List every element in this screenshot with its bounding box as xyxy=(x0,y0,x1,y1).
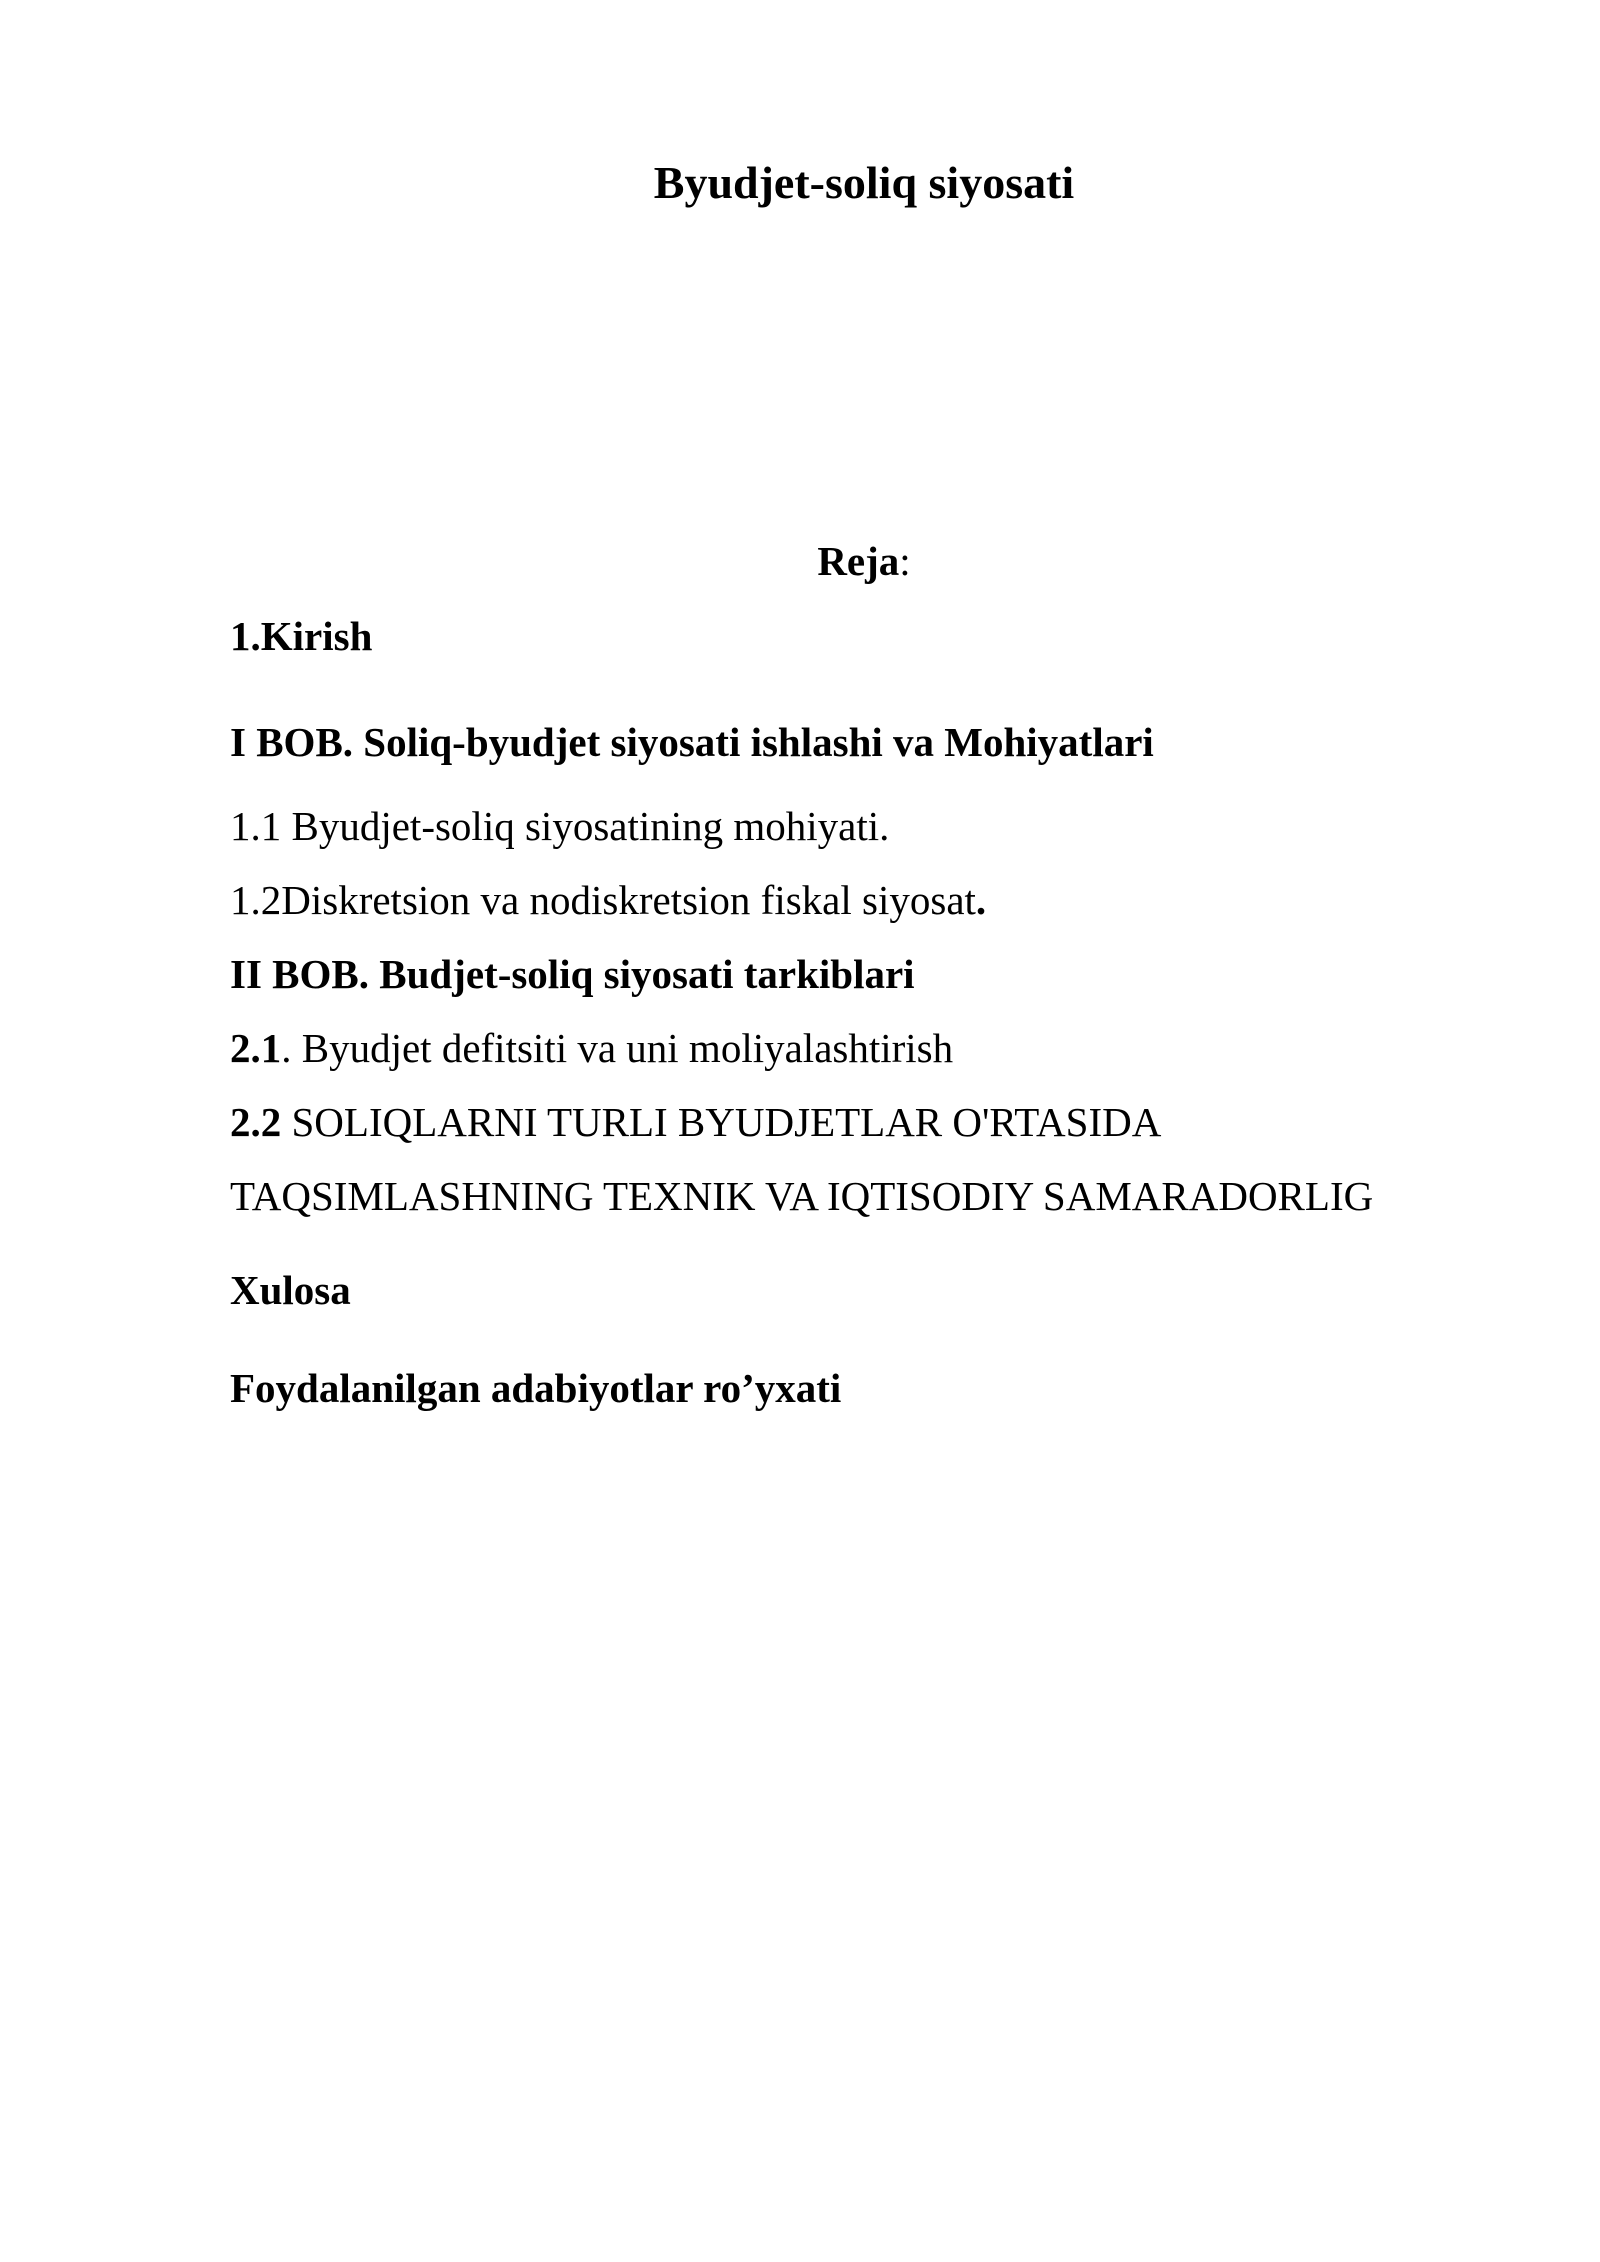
toc-entry-section-1-2-text: 1.2Diskretsion va nodiskretsion fiskal siyosat xyxy=(230,877,976,923)
document-title: Byudjet-soliq siyosati xyxy=(653,157,1075,208)
plan-heading xyxy=(0,537,1600,585)
toc-entry-section-2-2-text: SOLIQLARNI TURLI BYUDJETLAR O'RTASIDA xyxy=(281,1099,1162,1145)
toc-entry-section-1-1: 1.1 Byudjet-soliq siyosatining mohiyati. xyxy=(230,803,890,849)
toc-entry-section-2-2 xyxy=(230,1098,1161,1146)
toc-entry-section-2-1-text: . Byudjet defitsiti va uni moliyalashtirish xyxy=(281,1025,954,1071)
toc-entry-xulosa: Xulosa xyxy=(230,1267,351,1313)
toc-entry-kirish: 1.Kirish xyxy=(230,613,373,659)
plan-heading-label: Reja xyxy=(817,538,900,584)
toc-entry-section-1-2 xyxy=(230,876,986,924)
toc-entry-section-1-2-period: . xyxy=(975,877,987,923)
toc-entry-section-2-1 xyxy=(230,1024,953,1072)
plan-heading-colon: : xyxy=(899,538,911,584)
toc-entry-chapter-1: I BOB. Soliq-byudjet siyosati ishlashi va Mohiyatlari xyxy=(230,719,1154,765)
toc-entry-section-2-2-number: 2.2 xyxy=(230,1099,282,1145)
toc-entry-section-2-1-number: 2.1 xyxy=(230,1025,282,1071)
toc-entry-section-2-2-continued: TAQSIMLASHNING TEXNIK VA IQTISODIY SAMARADORLIG xyxy=(230,1173,1374,1219)
toc-entry-chapter-2: II BOB. Budjet-soliq siyosati tarkiblari xyxy=(230,951,915,997)
toc-entry-bibliography: Foydalanilgan adabiyotlar ro’yxati xyxy=(230,1365,842,1411)
